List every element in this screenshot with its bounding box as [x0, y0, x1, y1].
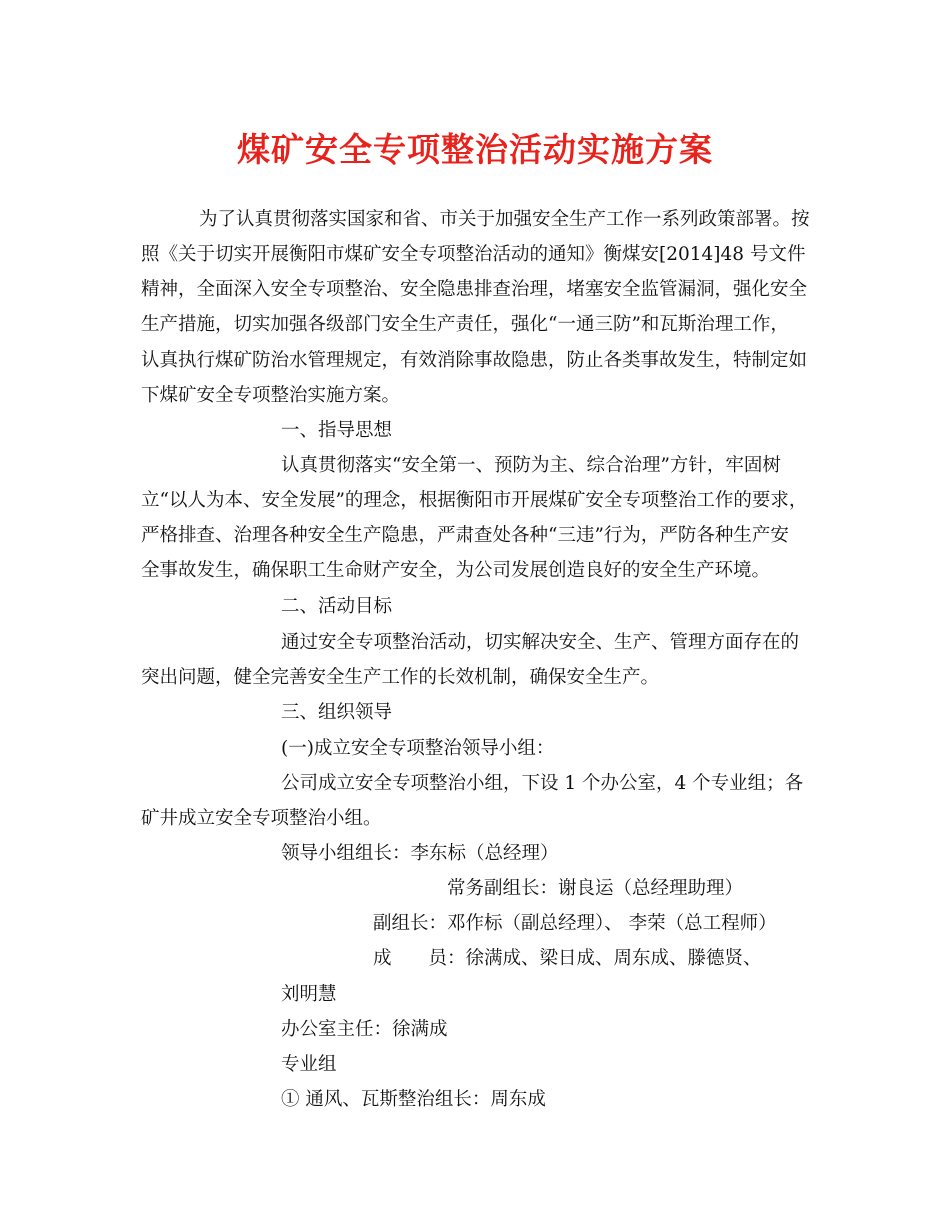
section-heading: 三、组织领导: [281, 702, 393, 723]
member-line: 领导小组组长：李东标（总经理）: [281, 843, 559, 864]
body-line: 突出问题，健全完善安全生产工作的长效机制，确保安全生产。: [141, 667, 660, 688]
member-line: 刘明慧: [281, 984, 337, 1005]
member-line: 副组长：邓作标（副总经理）、 李荣（总工程师）: [373, 913, 777, 934]
body-line: 公司成立安全专项整治小组，下设 1 个办公室，4 个专业组；各: [281, 773, 804, 794]
body-line: 认真贯彻落实“安全第一、预防为主、综合治理”方针，牢固树: [281, 455, 781, 476]
section-heading: 二、活动目标: [281, 596, 393, 617]
body-line: 全事故发生，确保职工生命财产安全，为公司发展创造良好的安全生产环境。: [141, 560, 771, 581]
member-line: 办公室主任：徐满成: [281, 1019, 448, 1040]
body-line: 生产措施，切实加强各级部门安全生产责任，强化“一通三防”和瓦斯治理工作，: [141, 314, 789, 335]
member-line: 常务副组长：谢良运（总经理助理）: [447, 878, 744, 899]
body-line: 下煤矿安全专项整治实施方案。: [141, 385, 401, 406]
body-line: 立“以人为本、安全发展”的理念，根据衡阳市开展煤矿安全专项整治工作的要求，: [141, 490, 808, 511]
body-line: 专业组: [281, 1054, 337, 1075]
body-line: 精神，全面深入安全专项整治、安全隐患排查治理，堵塞安全监管漏洞，强化安全: [141, 279, 808, 300]
member-line: ① 通风、瓦斯整治组长：周东成: [281, 1089, 546, 1110]
body-line: 认真执行煤矿防治水管理规定，有效消除事故隐患，防止各类事故发生，特制定如: [141, 350, 808, 371]
body-line: 矿井成立安全专项整治小组。: [141, 808, 382, 829]
body-line: 严格排查、治理各种安全生产隐患，严肃查处各种“三违”行为，严防各种生产安: [141, 525, 789, 546]
member-line: 成 员：徐满成、梁日成、周东成、滕德贤、: [373, 948, 762, 969]
section-heading: 一、指导思想: [281, 420, 393, 441]
body-line: 照《关于切实开展衡阳市煤矿安全专项整治活动的通知》衡煤安[2014]48 号文件: [141, 244, 806, 265]
subsection-heading: (一)成立安全专项整治领导小组：: [281, 738, 555, 759]
document-title: 煤矿安全专项整治活动实施方案: [237, 130, 713, 169]
body-line: 为了认真贯彻落实国家和省、市关于加强安全生产工作一系列政策部署。按: [199, 209, 810, 230]
body-line: 通过安全专项整治活动，切实解决安全、生产、管理方面存在的: [281, 632, 800, 653]
